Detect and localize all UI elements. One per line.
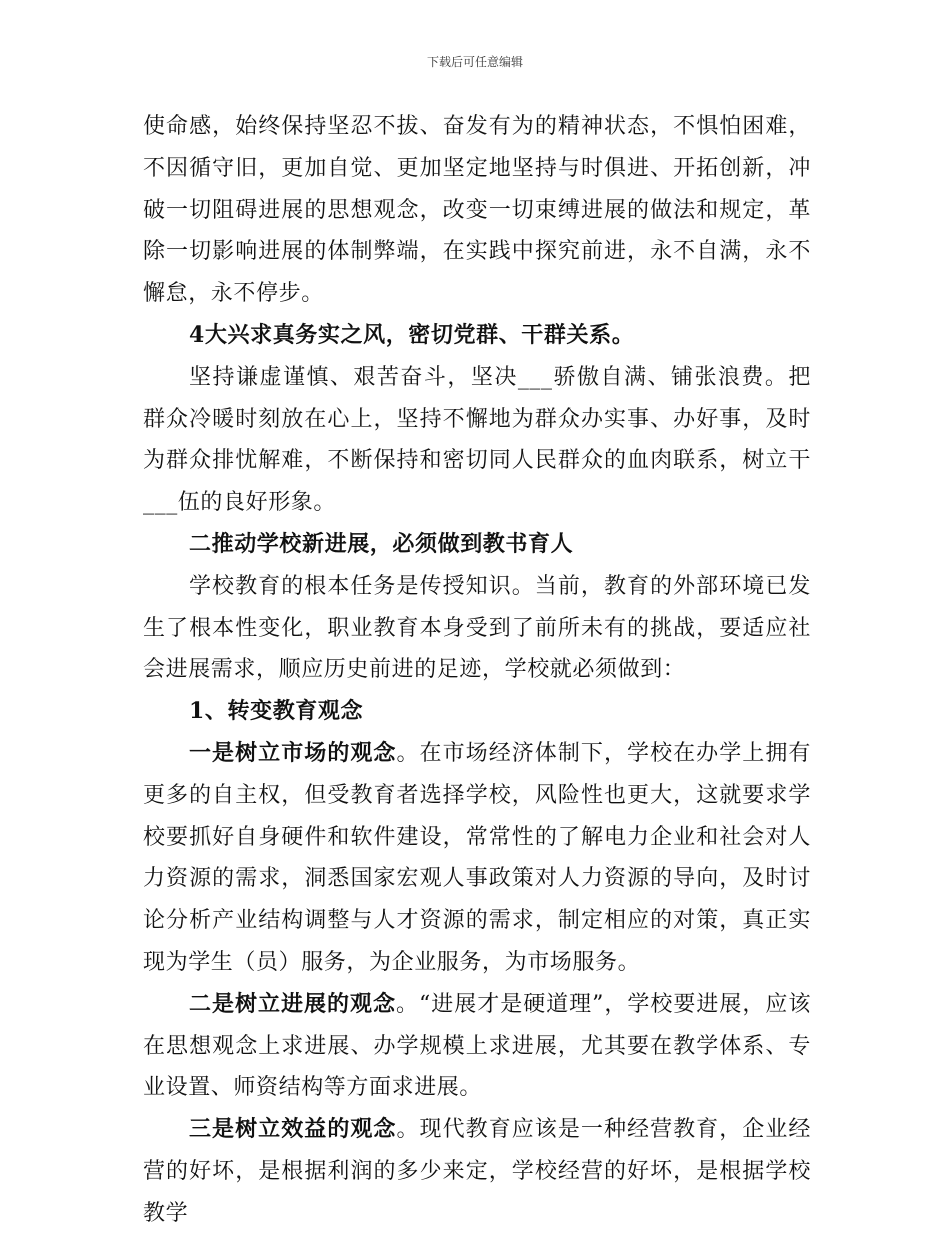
lead-development: 二是树立进展的观念 (189, 990, 396, 1017)
text-market: 。在市场经济体制下，学校在办学上拥有更多的自主权，但受教育者选择学校，风险性也更大，这就要求学校要抓好自身硬件和软件建设，常常性的了解电力企业和社会对人力资源的需求，洞悉国家宏观人事政策对人力资源的导向，及时讨论分析产业结构调整与人才资源的需求，制定相应的对策，真正实现为学生（员）服务，为企业服务，为市场服务。 (143, 740, 811, 975)
paragraph-development (143, 984, 811, 1109)
paragraph-market (143, 733, 811, 984)
lead-benefit: 三是树立效益的观念 (189, 1116, 397, 1143)
paragraph-2: 坚持谦虚谨慎、艰苦奋斗，坚决___骄傲自满、铺张浪费。把群众冷暖时刻放在心上，坚持不懈地为群众办实事、办好事，及时为群众排忧解难，不断保持和密切同人民群众的血肉联系，树立干___伍的良好形象。 (143, 364, 811, 516)
paragraph-3: 学校教育的根本任务是传授知识。当前，教育的外部环境已发生了根本性变化，职业教育本身受到了前所未有的挑战，要适应社会进展需求，顺应历史前进的足迹，学校就必须做到： (143, 573, 811, 683)
heading-4: 4大兴求真务实之风，密切党群、干群关系。 (189, 321, 635, 348)
section-heading-2: 二推动学校新进展，必须做到教书育人 (189, 530, 574, 557)
paragraph-1: 使命感，始终保持坚忍不拔、奋发有为的精神状态，不惧怕困难，不因循守旧，更加自觉、更加坚定地坚持与时俱进、开拓创新，冲破一切阻碍进展的思想观念，改变一切束缚进展的做法和规定，革除一切影响进展的体制弊端，在实践中探究前进，永不自满，永不懈怠，永不停步。 (143, 114, 811, 307)
document-body (143, 106, 811, 1235)
text-benefit: 。现代教育应该是一种经营教育，企业经营的好坏，是根据利润的多少来定，学校经营的好坏，是根据学校教学 (143, 1117, 811, 1226)
paragraph-benefit (143, 1109, 811, 1234)
subheading-1: 1、转变教育观念 (189, 698, 364, 725)
page-header: 下载后可任意编辑 (426, 55, 523, 69)
lead-market: 一是树立市场的观念 (189, 739, 397, 766)
text-development: 。“进展才是硬道理”，学校要进展，应该在思想观念上求进展、办学规模上求进展，尤其要在教学体系、专业设置、师资结构等方面求进展。 (143, 991, 811, 1101)
